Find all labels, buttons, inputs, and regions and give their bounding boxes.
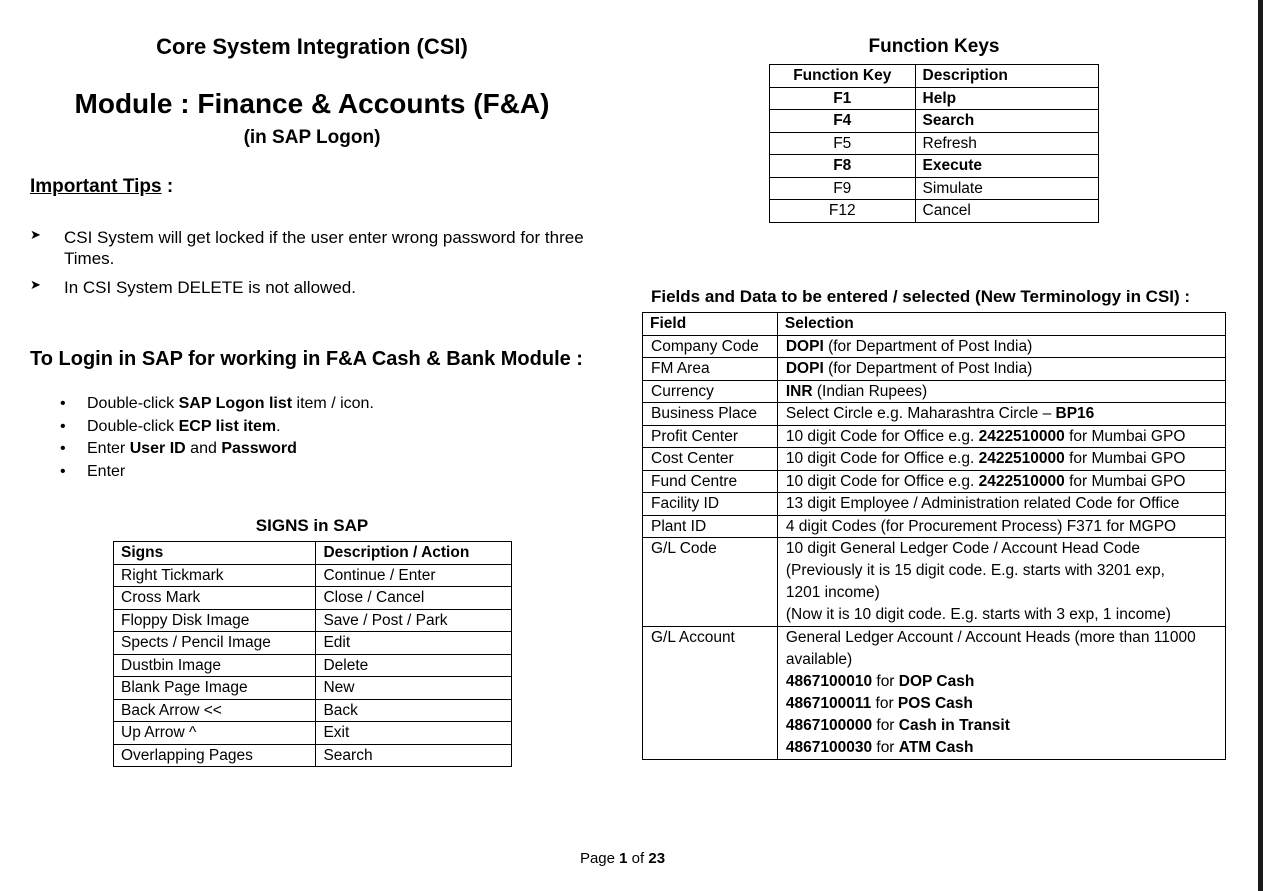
table-row	[114, 654, 512, 677]
tips-heading-label: Important Tips	[30, 176, 162, 197]
action-cell: Save / Post / Park	[316, 609, 512, 632]
tip-text: In CSI System DELETE is not allowed.	[64, 278, 356, 297]
selection-line	[786, 538, 1217, 560]
table-row	[770, 110, 1099, 133]
table-row	[114, 699, 512, 722]
action-cell: Close / Cancel	[316, 587, 512, 610]
sign-cell: Overlapping Pages	[114, 744, 316, 767]
login-step	[60, 461, 374, 484]
bold-text: 4867100011	[785, 695, 872, 712]
table-row	[114, 632, 512, 655]
function-key-cell: F1	[770, 87, 916, 110]
table-row	[643, 538, 1226, 627]
field-name-cell: Cost Center	[643, 448, 778, 471]
table-row	[114, 564, 512, 587]
selection-line	[786, 471, 1217, 492]
function-desc-cell: Help	[915, 87, 1098, 110]
function-desc-cell: Cancel	[915, 200, 1098, 223]
selection-line	[786, 582, 1217, 604]
selection-line	[786, 627, 1217, 649]
function-desc-cell: Execute	[915, 155, 1098, 178]
field-selection-cell	[777, 403, 1225, 426]
field-selection-cell	[777, 493, 1225, 516]
action-cell: Back	[316, 699, 512, 722]
field-selection-cell	[777, 335, 1225, 358]
bold-text: 4867100010	[785, 673, 873, 690]
selection-line	[786, 671, 1217, 693]
bold-text: DOPI	[785, 337, 824, 355]
fk-header-key: Function Key	[770, 65, 916, 88]
function-key-cell: F4	[770, 110, 916, 133]
text-run: 10 digit Code for Office e.g.	[785, 427, 979, 445]
text-run: for Mumbai GPO	[1064, 427, 1186, 445]
login-steps-list	[60, 393, 374, 483]
function-key-cell: F8	[770, 155, 916, 178]
sign-cell: Dustbin Image	[114, 654, 316, 677]
bold-text: SAP Logon list	[178, 395, 293, 412]
function-desc-cell: Search	[915, 110, 1098, 133]
action-cell: Search	[316, 744, 512, 767]
field-name-cell: Profit Center	[643, 425, 778, 448]
field-selection-cell	[777, 358, 1225, 381]
bold-text: 2422510000	[978, 450, 1065, 467]
signs-header-action: Description / Action	[316, 542, 512, 565]
text-run: Enter	[87, 440, 130, 457]
text-run: for	[871, 695, 898, 712]
login-step	[60, 438, 374, 461]
selection-line	[786, 493, 1217, 514]
action-cell: Continue / Enter	[316, 564, 512, 587]
field-name-cell: Currency	[643, 380, 778, 403]
text-run: 10 digit General Ledger Code / Account Head Code	[785, 540, 1141, 557]
text-run: Double-click	[87, 417, 179, 435]
text-run: available)	[785, 651, 853, 668]
text-run: (for Department of Post India)	[823, 337, 1033, 355]
bold-text: 2422510000	[978, 472, 1065, 490]
table-row	[770, 177, 1099, 200]
sign-cell: Floppy Disk Image	[114, 609, 316, 632]
signs-header-sign: Signs	[114, 542, 316, 565]
selection-line	[786, 737, 1217, 759]
bold-text: 4867100030	[785, 739, 873, 756]
text-run: for	[872, 739, 899, 756]
selection-line	[786, 381, 1217, 402]
footer-total-pages: 23	[648, 850, 666, 867]
bold-text: Password	[221, 440, 297, 457]
fields-header-field: Field	[643, 313, 778, 336]
table-row	[643, 358, 1226, 381]
text-run: General Ledger Account / Account Heads (more than 11000	[785, 629, 1196, 646]
selection-line	[786, 560, 1217, 582]
tips-heading-suffix: :	[161, 176, 174, 197]
function-key-cell: F12	[770, 200, 916, 223]
bold-text: DOP Cash	[898, 673, 975, 690]
table-row	[114, 744, 512, 767]
table-row	[770, 200, 1099, 223]
page-footer	[0, 850, 1245, 867]
table-row	[643, 335, 1226, 358]
sign-cell: Blank Page Image	[114, 677, 316, 700]
bold-text: ECP list item	[178, 417, 277, 435]
signs-caption: SIGNS in SAP	[255, 516, 369, 535]
table-row	[643, 515, 1226, 538]
selection-line	[786, 336, 1217, 357]
table-row	[114, 722, 512, 745]
selection-line	[786, 403, 1217, 424]
module-title: Module : Finance & Accounts (F&A)	[74, 88, 550, 119]
tip-text: CSI System will get locked if the user enter wrong password for three Times.	[64, 228, 584, 268]
field-name-cell: Fund Centre	[643, 470, 778, 493]
page-edge	[1258, 0, 1263, 891]
selection-line	[786, 715, 1217, 737]
text-run: 13 digit Employee / Administration related Code for Office	[785, 495, 1180, 512]
function-key-cell: F5	[770, 132, 916, 155]
table-row	[114, 677, 512, 700]
field-selection-cell	[777, 627, 1225, 760]
bold-text: POS Cash	[897, 695, 973, 712]
table-row	[770, 132, 1099, 155]
sign-cell: Back Arrow <<	[114, 699, 316, 722]
text-run: (for Department of Post India)	[823, 360, 1033, 377]
field-selection-cell	[777, 470, 1225, 493]
bold-text: User ID	[129, 440, 186, 457]
fields-caption: Fields and Data to be entered / selected (New Terminology in CSI) :	[651, 287, 1191, 306]
bold-text: INR	[785, 382, 813, 400]
function-key-cell: F9	[770, 177, 916, 200]
table-row	[114, 587, 512, 610]
footer-current-page: 1	[619, 850, 628, 867]
text-run: and	[185, 440, 222, 457]
table-row	[643, 493, 1226, 516]
field-name-cell: Plant ID	[643, 515, 778, 538]
login-step	[60, 416, 374, 439]
field-name-cell: Business Place	[643, 403, 778, 426]
function-desc-cell: Refresh	[915, 132, 1098, 155]
sign-cell: Spects / Pencil Image	[114, 632, 316, 655]
sign-cell: Right Tickmark	[114, 564, 316, 587]
text-run: 1201 income)	[785, 584, 880, 601]
bold-text: 4867100000	[785, 717, 873, 734]
fields-table	[642, 312, 1226, 760]
field-selection-cell	[777, 425, 1225, 448]
sign-cell: Up Arrow ^	[114, 722, 316, 745]
table-row	[643, 448, 1226, 471]
text-run: (Now it is 10 digit code. E.g. starts with 3 exp, 1 income)	[785, 606, 1171, 623]
action-cell: New	[316, 677, 512, 700]
module-subtitle: (in SAP Logon)	[243, 127, 381, 148]
field-selection-cell	[777, 515, 1225, 538]
function-keys-caption: Function Keys	[868, 36, 1000, 57]
text-run: for	[872, 673, 899, 690]
text-run: item / icon.	[292, 395, 374, 412]
text-run: 4 digit Codes (for Procurement Process) F371 for MGPO	[785, 517, 1177, 535]
field-name-cell: G/L Code	[643, 538, 778, 627]
text-run: Enter	[87, 462, 126, 480]
text-run: .	[276, 417, 281, 435]
field-name-cell: FM Area	[643, 358, 778, 381]
fk-header-description: Description	[915, 65, 1098, 88]
tips-heading	[30, 176, 173, 198]
selection-line	[786, 358, 1217, 379]
action-cell: Delete	[316, 654, 512, 677]
table-row	[643, 470, 1226, 493]
function-desc-cell: Simulate	[915, 177, 1098, 200]
bold-text: ATM Cash	[898, 739, 974, 756]
bold-text: BP16	[1055, 405, 1095, 422]
field-name-cell: Company Code	[643, 335, 778, 358]
text-run: (Indian Rupees)	[812, 382, 928, 400]
text-run: for Mumbai GPO	[1064, 450, 1186, 467]
sign-cell: Cross Mark	[114, 587, 316, 610]
document-title: Core System Integration (CSI)	[156, 34, 468, 59]
table-row	[643, 380, 1226, 403]
text-run: Select Circle e.g. Maharashtra Circle –	[785, 405, 1056, 422]
selection-line	[786, 516, 1217, 537]
text-run: (Previously it is 15 digit code. E.g. starts with 3201 exp,	[785, 562, 1165, 579]
text-run: for Mumbai GPO	[1064, 472, 1186, 490]
footer-of: of	[627, 850, 649, 867]
text-run: 10 digit Code for Office e.g.	[785, 472, 979, 490]
fields-header-selection: Selection	[777, 313, 1225, 336]
footer-prefix: Page	[579, 850, 620, 867]
table-row	[643, 403, 1226, 426]
field-name-cell: Facility ID	[643, 493, 778, 516]
login-heading: To Login in SAP for working in F&A Cash & Bank Module :	[30, 348, 583, 370]
arrow-bullet-icon: ➤	[30, 277, 41, 292]
table-row	[114, 609, 512, 632]
table-row	[770, 87, 1099, 110]
selection-line	[786, 693, 1217, 715]
bold-text: Cash in Transit	[898, 717, 1010, 734]
login-step	[60, 393, 374, 416]
selection-line	[786, 426, 1217, 447]
text-run: Double-click	[87, 395, 179, 412]
arrow-bullet-icon: ➤	[30, 227, 41, 242]
table-row	[643, 425, 1226, 448]
field-selection-cell	[777, 380, 1225, 403]
bold-text: 2422510000	[978, 427, 1065, 445]
field-name-cell: G/L Account	[643, 627, 778, 760]
field-selection-cell	[777, 538, 1225, 627]
selection-line	[786, 448, 1217, 469]
bold-text: DOPI	[785, 360, 824, 377]
action-cell: Exit	[316, 722, 512, 745]
text-run: 10 digit Code for Office e.g.	[785, 450, 979, 467]
text-run: for	[872, 717, 899, 734]
table-row	[770, 155, 1099, 178]
function-keys-table	[769, 64, 1099, 223]
signs-table	[113, 541, 512, 767]
action-cell: Edit	[316, 632, 512, 655]
field-selection-cell	[777, 448, 1225, 471]
table-row	[643, 627, 1226, 760]
selection-line	[786, 604, 1217, 626]
selection-line	[786, 649, 1217, 671]
